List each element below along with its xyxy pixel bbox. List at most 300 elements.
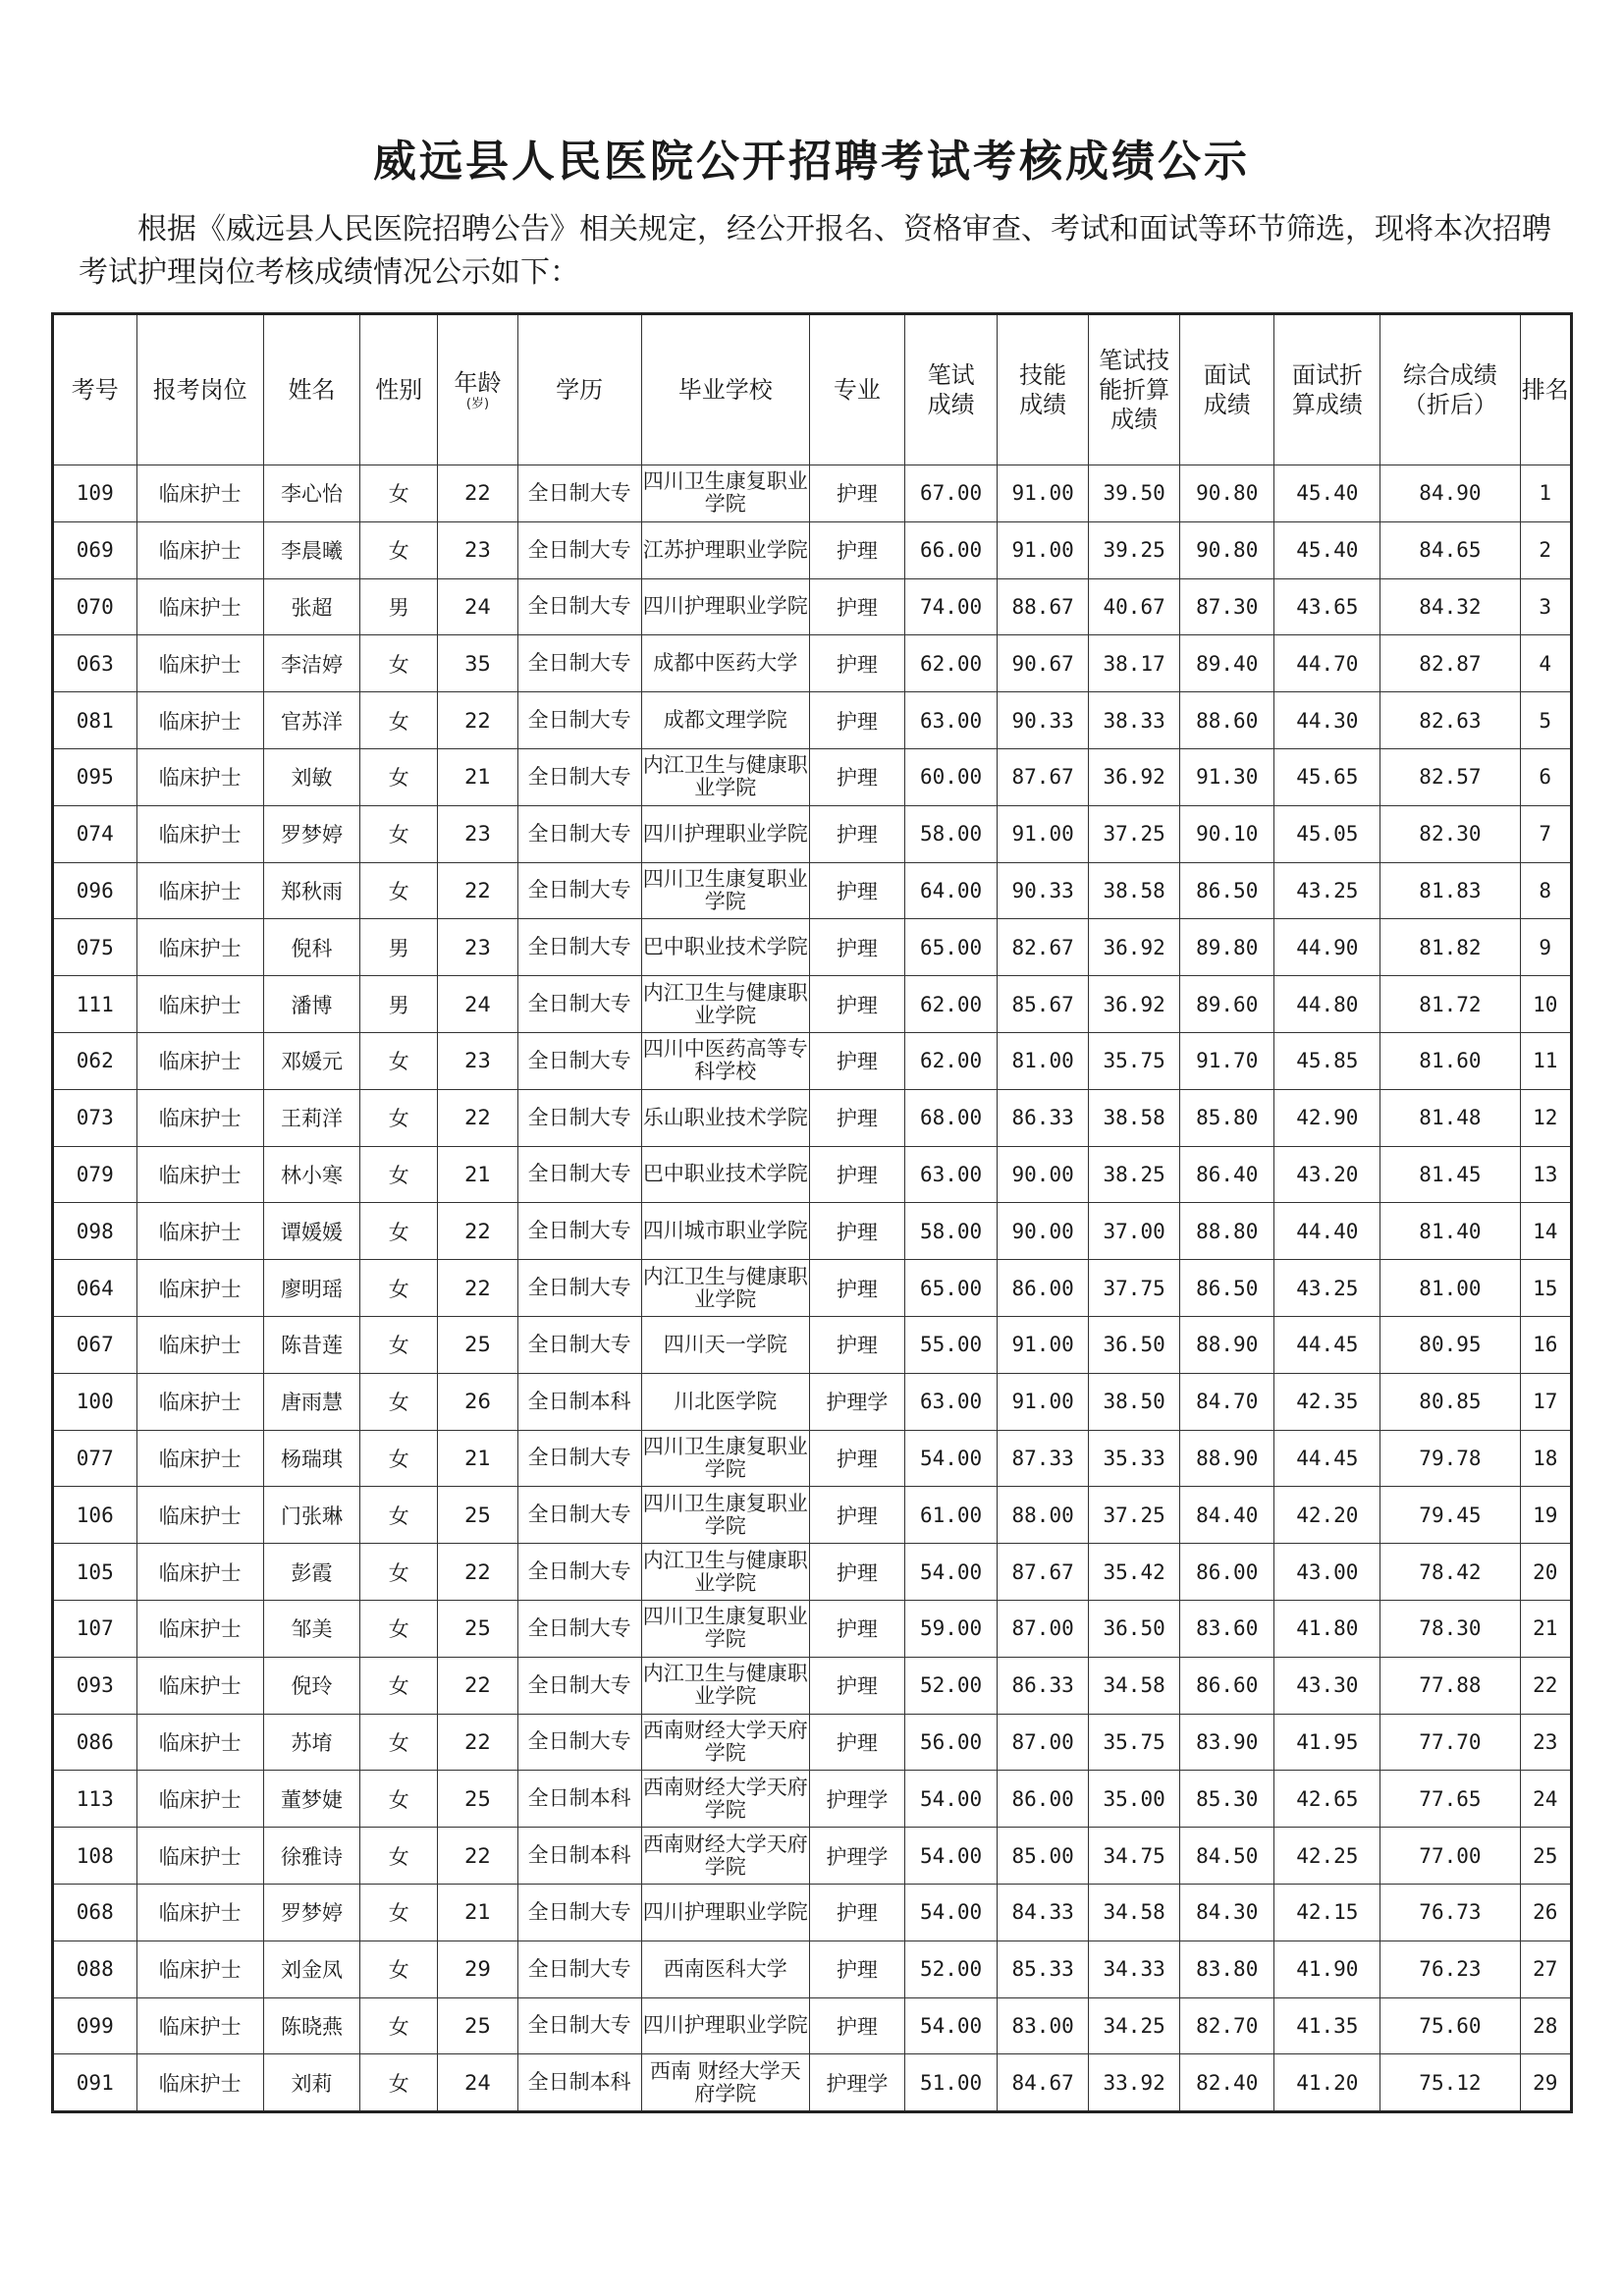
cell-total: 78.42 xyxy=(1380,1544,1520,1601)
cell-interview: 91.30 xyxy=(1180,748,1274,805)
cell-skill: 91.00 xyxy=(998,1373,1089,1430)
cell-education: 全日制大专 xyxy=(517,1941,641,1997)
cell-interview-converted: 42.65 xyxy=(1274,1771,1380,1828)
cell-total: 80.95 xyxy=(1380,1316,1520,1373)
table-row xyxy=(53,862,1572,919)
cell-written-skill-converted: 37.25 xyxy=(1089,1487,1180,1544)
cell-major: 护理 xyxy=(809,1941,904,1997)
cell-total: 77.00 xyxy=(1380,1828,1520,1885)
cell-education: 全日制大专 xyxy=(517,578,641,635)
cell-gender: 女 xyxy=(360,1373,438,1430)
cell-interview-converted: 45.05 xyxy=(1274,805,1380,862)
cell-education: 全日制大专 xyxy=(517,1487,641,1544)
cell-education: 全日制大专 xyxy=(517,805,641,862)
cell-total: 81.72 xyxy=(1380,976,1520,1033)
cell-written-skill-converted: 34.25 xyxy=(1089,1997,1180,2054)
cell-id: 096 xyxy=(53,862,137,919)
cell-total: 84.90 xyxy=(1380,465,1520,522)
cell-gender: 女 xyxy=(360,692,438,749)
cell-position: 临床护士 xyxy=(136,862,263,919)
cell-written: 65.00 xyxy=(905,1260,998,1317)
cell-education: 全日制大专 xyxy=(517,1714,641,1771)
cell-school: 四川天一学院 xyxy=(641,1316,809,1373)
table-row xyxy=(53,465,1572,522)
header-position: 报考岗位 xyxy=(136,314,263,465)
table-row xyxy=(53,1884,1572,1941)
cell-interview: 88.60 xyxy=(1180,692,1274,749)
cell-name: 廖明瑶 xyxy=(263,1260,359,1317)
cell-total: 76.23 xyxy=(1380,1941,1520,1997)
cell-major: 护理 xyxy=(809,1260,904,1317)
table-row xyxy=(53,976,1572,1033)
cell-written-skill-converted: 36.50 xyxy=(1089,1600,1180,1657)
cell-position: 临床护士 xyxy=(136,578,263,635)
cell-education: 全日制大专 xyxy=(517,1430,641,1487)
cell-interview-converted: 42.90 xyxy=(1274,1089,1380,1146)
cell-school: 西南医科大学 xyxy=(641,1941,809,1997)
cell-education: 全日制大专 xyxy=(517,465,641,522)
table-row xyxy=(53,1544,1572,1601)
header-row xyxy=(53,314,1572,465)
cell-skill: 90.00 xyxy=(998,1203,1089,1260)
cell-interview: 84.70 xyxy=(1180,1373,1274,1430)
cell-gender: 女 xyxy=(360,1714,438,1771)
cell-id: 064 xyxy=(53,1260,137,1317)
cell-age: 21 xyxy=(438,748,517,805)
cell-total: 77.65 xyxy=(1380,1771,1520,1828)
cell-age: 22 xyxy=(438,1714,517,1771)
cell-skill: 86.00 xyxy=(998,1771,1089,1828)
cell-interview-converted: 44.45 xyxy=(1274,1430,1380,1487)
cell-major: 护理学 xyxy=(809,1373,904,1430)
cell-gender: 女 xyxy=(360,2054,438,2112)
cell-interview: 91.70 xyxy=(1180,1032,1274,1089)
table-row xyxy=(53,748,1572,805)
cell-education: 全日制本科 xyxy=(517,1771,641,1828)
cell-gender: 女 xyxy=(360,635,438,692)
cell-name: 苏堉 xyxy=(263,1714,359,1771)
cell-rank: 25 xyxy=(1520,1828,1572,1885)
cell-skill: 87.67 xyxy=(998,1544,1089,1601)
cell-total: 81.83 xyxy=(1380,862,1520,919)
cell-name: 李洁婷 xyxy=(263,635,359,692)
cell-gender: 女 xyxy=(360,1260,438,1317)
cell-major: 护理 xyxy=(809,862,904,919)
header-skill: 技能成绩 xyxy=(998,314,1089,465)
score-table-body xyxy=(53,465,1572,2112)
cell-skill: 91.00 xyxy=(998,521,1089,578)
cell-name: 郑秋雨 xyxy=(263,862,359,919)
cell-written-skill-converted: 38.50 xyxy=(1089,1373,1180,1430)
cell-total: 81.40 xyxy=(1380,1203,1520,1260)
table-row xyxy=(53,578,1572,635)
cell-rank: 6 xyxy=(1520,748,1572,805)
cell-interview: 88.90 xyxy=(1180,1430,1274,1487)
header-age-unit: (岁) xyxy=(465,397,490,411)
header-written-skill-converted: 笔试技能折算成绩 xyxy=(1089,314,1180,465)
cell-school: 巴中职业技术学院 xyxy=(641,1146,809,1203)
cell-position: 临床护士 xyxy=(136,805,263,862)
cell-rank: 19 xyxy=(1520,1487,1572,1544)
cell-total: 82.87 xyxy=(1380,635,1520,692)
cell-age: 21 xyxy=(438,1884,517,1941)
intro-paragraph: 根据《威远县人民医院招聘公告》相关规定，经公开报名、资格审查、考试和面试等环节筛选，现将本次招聘考试护理岗位考核成绩情况公示如下： xyxy=(79,212,1551,290)
cell-total: 75.60 xyxy=(1380,1997,1520,2054)
cell-education: 全日制大专 xyxy=(517,976,641,1033)
cell-interview-converted: 41.90 xyxy=(1274,1941,1380,1997)
cell-total: 82.63 xyxy=(1380,692,1520,749)
cell-education: 全日制大专 xyxy=(517,862,641,919)
cell-major: 护理 xyxy=(809,1316,904,1373)
cell-written: 64.00 xyxy=(905,862,998,919)
cell-school: 内江卫生与健康职业学院 xyxy=(641,1544,809,1601)
cell-age: 22 xyxy=(438,1657,517,1714)
cell-interview: 85.80 xyxy=(1180,1089,1274,1146)
cell-position: 临床护士 xyxy=(136,635,263,692)
cell-gender: 男 xyxy=(360,919,438,976)
cell-written-skill-converted: 37.75 xyxy=(1089,1260,1180,1317)
cell-major: 护理 xyxy=(809,1203,904,1260)
cell-rank: 26 xyxy=(1520,1884,1572,1941)
cell-gender: 女 xyxy=(360,1316,438,1373)
cell-major: 护理 xyxy=(809,805,904,862)
cell-school: 四川卫生康复职业学院 xyxy=(641,1487,809,1544)
cell-age: 22 xyxy=(438,1828,517,1885)
cell-school: 四川卫生康复职业学院 xyxy=(641,465,809,522)
cell-gender: 女 xyxy=(360,1657,438,1714)
cell-name: 张超 xyxy=(263,578,359,635)
cell-major: 护理 xyxy=(809,521,904,578)
cell-written: 61.00 xyxy=(905,1487,998,1544)
cell-skill: 88.00 xyxy=(998,1487,1089,1544)
cell-written-skill-converted: 35.75 xyxy=(1089,1032,1180,1089)
cell-major: 护理 xyxy=(809,578,904,635)
cell-interview: 89.60 xyxy=(1180,976,1274,1033)
cell-major: 护理 xyxy=(809,1544,904,1601)
cell-total: 78.30 xyxy=(1380,1600,1520,1657)
cell-age: 25 xyxy=(438,1771,517,1828)
cell-name: 官苏洋 xyxy=(263,692,359,749)
cell-position: 临床护士 xyxy=(136,1714,263,1771)
cell-skill: 87.00 xyxy=(998,1600,1089,1657)
cell-age: 22 xyxy=(438,1089,517,1146)
cell-name: 唐雨慧 xyxy=(263,1373,359,1430)
cell-total: 81.45 xyxy=(1380,1146,1520,1203)
cell-written: 51.00 xyxy=(905,2054,998,2112)
cell-id: 099 xyxy=(53,1997,137,2054)
cell-written-skill-converted: 39.25 xyxy=(1089,521,1180,578)
cell-skill: 90.33 xyxy=(998,692,1089,749)
cell-interview-converted: 44.45 xyxy=(1274,1316,1380,1373)
cell-interview: 86.50 xyxy=(1180,1260,1274,1317)
cell-rank: 17 xyxy=(1520,1373,1572,1430)
cell-position: 临床护士 xyxy=(136,1657,263,1714)
cell-id: 108 xyxy=(53,1828,137,1885)
cell-age: 23 xyxy=(438,521,517,578)
table-row xyxy=(53,919,1572,976)
cell-written-skill-converted: 37.25 xyxy=(1089,805,1180,862)
cell-skill: 81.00 xyxy=(998,1032,1089,1089)
cell-written: 67.00 xyxy=(905,465,998,522)
cell-id: 069 xyxy=(53,521,137,578)
cell-name: 邹美 xyxy=(263,1600,359,1657)
cell-position: 临床护士 xyxy=(136,976,263,1033)
cell-position: 临床护士 xyxy=(136,1884,263,1941)
cell-rank: 18 xyxy=(1520,1430,1572,1487)
cell-written-skill-converted: 38.33 xyxy=(1089,692,1180,749)
table-row xyxy=(53,1146,1572,1203)
cell-major: 护理学 xyxy=(809,2054,904,2112)
cell-id: 081 xyxy=(53,692,137,749)
cell-written: 54.00 xyxy=(905,1884,998,1941)
cell-written-skill-converted: 35.42 xyxy=(1089,1544,1180,1601)
cell-rank: 28 xyxy=(1520,1997,1572,2054)
cell-id: 063 xyxy=(53,635,137,692)
cell-age: 35 xyxy=(438,635,517,692)
cell-id: 070 xyxy=(53,578,137,635)
cell-interview: 83.60 xyxy=(1180,1600,1274,1657)
cell-school: 内江卫生与健康职业学院 xyxy=(641,1260,809,1317)
cell-name: 王莉洋 xyxy=(263,1089,359,1146)
cell-written-skill-converted: 34.75 xyxy=(1089,1828,1180,1885)
cell-total: 82.30 xyxy=(1380,805,1520,862)
cell-interview-converted: 42.20 xyxy=(1274,1487,1380,1544)
cell-id: 075 xyxy=(53,919,137,976)
cell-interview-converted: 43.25 xyxy=(1274,862,1380,919)
cell-written: 54.00 xyxy=(905,1997,998,2054)
table-row xyxy=(53,1487,1572,1544)
cell-rank: 16 xyxy=(1520,1316,1572,1373)
cell-age: 25 xyxy=(438,1997,517,2054)
cell-name: 李心怡 xyxy=(263,465,359,522)
cell-interview: 90.80 xyxy=(1180,465,1274,522)
cell-name: 倪玲 xyxy=(263,1657,359,1714)
cell-education: 全日制大专 xyxy=(517,1316,641,1373)
cell-rank: 9 xyxy=(1520,919,1572,976)
cell-written-skill-converted: 38.58 xyxy=(1089,862,1180,919)
cell-skill: 85.67 xyxy=(998,976,1089,1033)
cell-rank: 24 xyxy=(1520,1771,1572,1828)
cell-position: 临床护士 xyxy=(136,1316,263,1373)
cell-skill: 91.00 xyxy=(998,1316,1089,1373)
cell-written: 55.00 xyxy=(905,1316,998,1373)
cell-education: 全日制大专 xyxy=(517,1657,641,1714)
cell-total: 81.60 xyxy=(1380,1032,1520,1089)
header-written: 笔试成绩 xyxy=(905,314,998,465)
cell-education: 全日制大专 xyxy=(517,1997,641,2054)
cell-name: 谭媛媛 xyxy=(263,1203,359,1260)
cell-interview: 86.60 xyxy=(1180,1657,1274,1714)
cell-id: 079 xyxy=(53,1146,137,1203)
cell-school: 四川卫生康复职业学院 xyxy=(641,1600,809,1657)
cell-gender: 女 xyxy=(360,1146,438,1203)
cell-school: 川北医学院 xyxy=(641,1373,809,1430)
cell-rank: 15 xyxy=(1520,1260,1572,1317)
cell-position: 临床护士 xyxy=(136,1032,263,1089)
page-title: 威远县人民医院公开招聘考试考核成绩公示 xyxy=(373,137,1250,187)
cell-rank: 14 xyxy=(1520,1203,1572,1260)
cell-id: 100 xyxy=(53,1373,137,1430)
cell-interview-converted: 42.15 xyxy=(1274,1884,1380,1941)
cell-interview-converted: 41.95 xyxy=(1274,1714,1380,1771)
cell-written: 54.00 xyxy=(905,1828,998,1885)
cell-age: 21 xyxy=(438,1430,517,1487)
table-row xyxy=(53,1714,1572,1771)
cell-rank: 3 xyxy=(1520,578,1572,635)
table-row xyxy=(53,1373,1572,1430)
header-school: 毕业学校 xyxy=(641,314,809,465)
cell-written: 54.00 xyxy=(905,1430,998,1487)
cell-skill: 84.67 xyxy=(998,2054,1089,2112)
cell-interview: 90.80 xyxy=(1180,521,1274,578)
cell-school: 乐山职业技术学院 xyxy=(641,1089,809,1146)
cell-written: 56.00 xyxy=(905,1714,998,1771)
cell-interview: 89.40 xyxy=(1180,635,1274,692)
cell-rank: 4 xyxy=(1520,635,1572,692)
cell-written-skill-converted: 38.25 xyxy=(1089,1146,1180,1203)
cell-age: 22 xyxy=(438,692,517,749)
cell-total: 84.65 xyxy=(1380,521,1520,578)
cell-skill: 82.67 xyxy=(998,919,1089,976)
cell-skill: 91.00 xyxy=(998,465,1089,522)
cell-skill: 86.33 xyxy=(998,1089,1089,1146)
cell-major: 护理 xyxy=(809,976,904,1033)
cell-skill: 84.33 xyxy=(998,1884,1089,1941)
cell-written: 60.00 xyxy=(905,748,998,805)
header-interview: 面试成绩 xyxy=(1180,314,1274,465)
cell-name: 林小寒 xyxy=(263,1146,359,1203)
cell-interview-converted: 44.30 xyxy=(1274,692,1380,749)
cell-interview-converted: 45.65 xyxy=(1274,748,1380,805)
table-row xyxy=(53,1828,1572,1885)
cell-id: 109 xyxy=(53,465,137,522)
cell-name: 刘敏 xyxy=(263,748,359,805)
cell-name: 徐雅诗 xyxy=(263,1828,359,1885)
cell-skill: 83.00 xyxy=(998,1997,1089,2054)
cell-written: 63.00 xyxy=(905,1146,998,1203)
cell-name: 彭霞 xyxy=(263,1544,359,1601)
cell-school: 四川卫生康复职业学院 xyxy=(641,862,809,919)
cell-skill: 88.67 xyxy=(998,578,1089,635)
header-id: 考号 xyxy=(53,314,137,465)
cell-education: 全日制大专 xyxy=(517,692,641,749)
table-row xyxy=(53,1089,1572,1146)
cell-education: 全日制大专 xyxy=(517,1260,641,1317)
cell-total: 79.78 xyxy=(1380,1430,1520,1487)
cell-name: 罗梦婷 xyxy=(263,1884,359,1941)
cell-age: 22 xyxy=(438,1260,517,1317)
cell-gender: 女 xyxy=(360,862,438,919)
header-age xyxy=(438,314,517,465)
cell-written: 59.00 xyxy=(905,1600,998,1657)
cell-written: 63.00 xyxy=(905,1373,998,1430)
table-row xyxy=(53,692,1572,749)
cell-rank: 13 xyxy=(1520,1146,1572,1203)
cell-major: 护理 xyxy=(809,1430,904,1487)
cell-total: 79.45 xyxy=(1380,1487,1520,1544)
cell-interview-converted: 43.20 xyxy=(1274,1146,1380,1203)
table-row xyxy=(53,635,1572,692)
cell-id: 086 xyxy=(53,1714,137,1771)
cell-name: 陈晓燕 xyxy=(263,1997,359,2054)
cell-major: 护理学 xyxy=(809,1828,904,1885)
cell-skill: 91.00 xyxy=(998,805,1089,862)
cell-skill: 86.00 xyxy=(998,1260,1089,1317)
cell-written: 62.00 xyxy=(905,1032,998,1089)
cell-education: 全日制大专 xyxy=(517,748,641,805)
cell-rank: 10 xyxy=(1520,976,1572,1033)
cell-total: 81.48 xyxy=(1380,1089,1520,1146)
cell-interview: 84.30 xyxy=(1180,1884,1274,1941)
cell-id: 073 xyxy=(53,1089,137,1146)
cell-gender: 女 xyxy=(360,1089,438,1146)
cell-rank: 1 xyxy=(1520,465,1572,522)
cell-skill: 85.00 xyxy=(998,1828,1089,1885)
cell-interview-converted: 42.35 xyxy=(1274,1373,1380,1430)
cell-name: 杨瑞琪 xyxy=(263,1430,359,1487)
cell-total: 77.88 xyxy=(1380,1657,1520,1714)
cell-written-skill-converted: 34.58 xyxy=(1089,1884,1180,1941)
cell-major: 护理 xyxy=(809,1032,904,1089)
cell-age: 22 xyxy=(438,1203,517,1260)
cell-interview: 82.70 xyxy=(1180,1997,1274,2054)
cell-gender: 女 xyxy=(360,1430,438,1487)
cell-school: 西南 财经大学天府学院 xyxy=(641,2054,809,2112)
table-row xyxy=(53,1771,1572,1828)
cell-interview-converted: 44.90 xyxy=(1274,919,1380,976)
cell-position: 临床护士 xyxy=(136,1203,263,1260)
cell-name: 董梦婕 xyxy=(263,1771,359,1828)
cell-written-skill-converted: 34.33 xyxy=(1089,1941,1180,1997)
cell-age: 24 xyxy=(438,578,517,635)
cell-interview-converted: 43.30 xyxy=(1274,1657,1380,1714)
cell-school: 西南财经大学天府学院 xyxy=(641,1714,809,1771)
cell-written: 62.00 xyxy=(905,635,998,692)
cell-written-skill-converted: 35.00 xyxy=(1089,1771,1180,1828)
cell-name: 潘博 xyxy=(263,976,359,1033)
cell-gender: 女 xyxy=(360,1600,438,1657)
cell-major: 护理 xyxy=(809,1487,904,1544)
cell-total: 82.57 xyxy=(1380,748,1520,805)
cell-rank: 20 xyxy=(1520,1544,1572,1601)
cell-written: 74.00 xyxy=(905,578,998,635)
cell-interview-converted: 44.70 xyxy=(1274,635,1380,692)
cell-interview-converted: 41.35 xyxy=(1274,1997,1380,2054)
cell-interview: 85.30 xyxy=(1180,1771,1274,1828)
cell-education: 全日制大专 xyxy=(517,1032,641,1089)
cell-age: 22 xyxy=(438,465,517,522)
table-row xyxy=(53,1260,1572,1317)
cell-school: 四川中医药高等专科学校 xyxy=(641,1032,809,1089)
cell-school: 内江卫生与健康职业学院 xyxy=(641,976,809,1033)
cell-age: 25 xyxy=(438,1316,517,1373)
cell-major: 护理学 xyxy=(809,1771,904,1828)
header-total: 综合成绩（折后） xyxy=(1380,314,1520,465)
cell-gender: 女 xyxy=(360,1032,438,1089)
cell-position: 临床护士 xyxy=(136,1771,263,1828)
cell-school: 成都文理学院 xyxy=(641,692,809,749)
cell-interview-converted: 41.80 xyxy=(1274,1600,1380,1657)
cell-id: 068 xyxy=(53,1884,137,1941)
cell-written-skill-converted: 36.92 xyxy=(1089,919,1180,976)
cell-education: 全日制本科 xyxy=(517,2054,641,2112)
table-row xyxy=(53,1997,1572,2054)
cell-written-skill-converted: 35.75 xyxy=(1089,1714,1180,1771)
cell-school: 西南财经大学天府学院 xyxy=(641,1771,809,1828)
cell-written-skill-converted: 38.58 xyxy=(1089,1089,1180,1146)
cell-age: 21 xyxy=(438,1146,517,1203)
cell-school: 江苏护理职业学院 xyxy=(641,521,809,578)
